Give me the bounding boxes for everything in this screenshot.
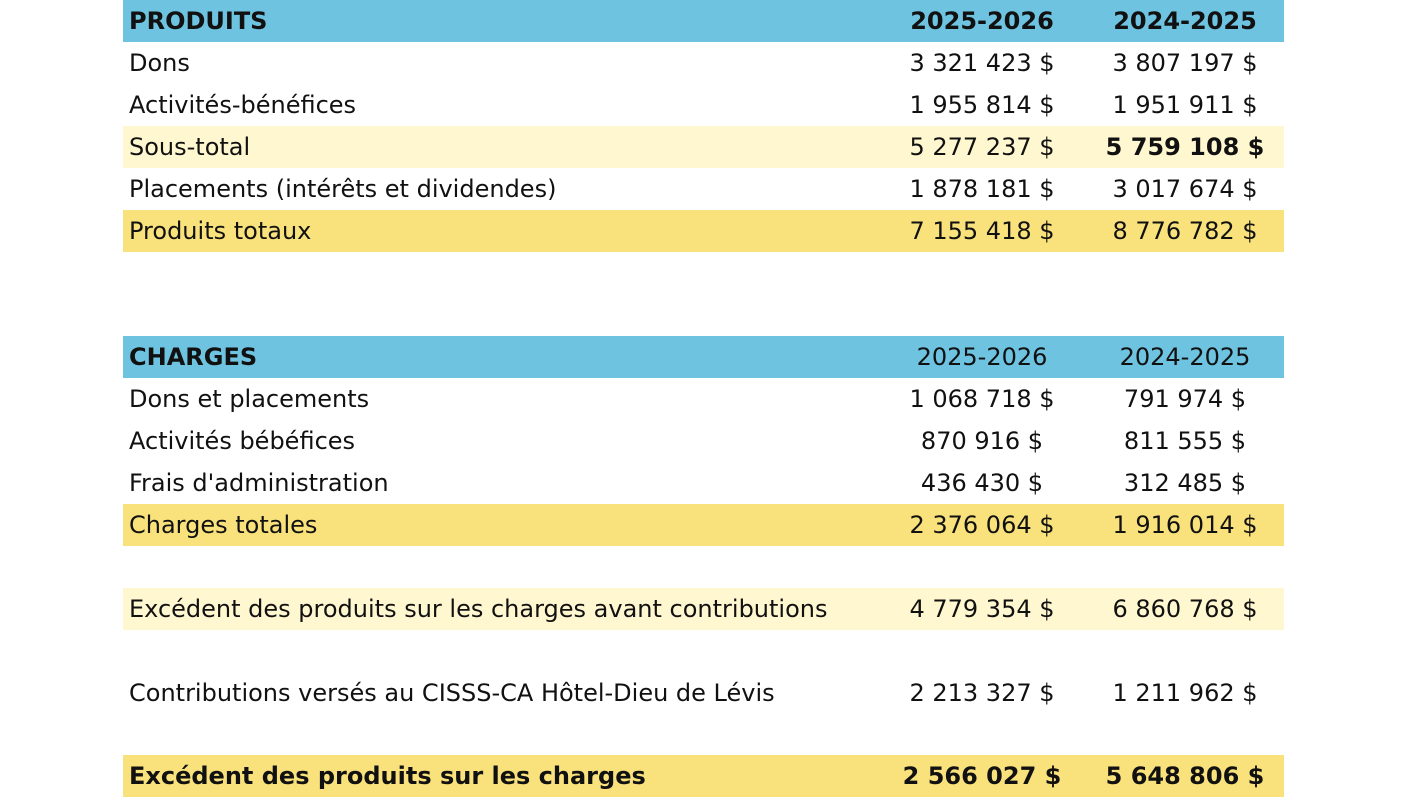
- row-value-b: 1 916 014 $: [1112, 511, 1258, 539]
- row-label: Charges totales: [129, 511, 318, 539]
- row-label: Placements (intérêts et dividendes): [129, 175, 557, 203]
- row-value-b: 811 555 $: [1123, 427, 1247, 455]
- charges-header-col-b: 2024-2025: [1119, 343, 1251, 371]
- table-row: [123, 420, 1284, 462]
- row-value-a: 2 376 064 $: [909, 511, 1055, 539]
- row-value-b: 791 974 $: [1123, 385, 1247, 413]
- charges-header-row: [123, 336, 1284, 378]
- row-value-b: 5 648 806 $: [1105, 762, 1265, 790]
- row-value-a: 7 155 418 $: [909, 217, 1055, 245]
- excedent-final-table: [123, 755, 1284, 797]
- row-label: Frais d'administration: [129, 469, 389, 497]
- contributions-row: [123, 672, 1284, 714]
- charges-header-col-a: 2025-2026: [916, 343, 1048, 371]
- produits-header-label: PRODUITS: [129, 7, 268, 35]
- row-value-a: 2 566 027 $: [902, 762, 1062, 790]
- row-value-a: 1 068 718 $: [909, 385, 1055, 413]
- row-value-b: 312 485 $: [1123, 469, 1247, 497]
- row-value-b: 5 759 108 $: [1105, 133, 1265, 161]
- row-value-b: 3 807 197 $: [1112, 49, 1258, 77]
- produits-header-row: [123, 0, 1284, 42]
- row-value-b: 6 860 768 $: [1112, 595, 1258, 623]
- contributions-table: [123, 672, 1284, 714]
- row-label: Produits totaux: [129, 217, 312, 245]
- produits-header-col-a: 2025-2026: [910, 7, 1054, 35]
- row-value-b: 1 951 911 $: [1112, 91, 1258, 119]
- row-label: Sous-total: [129, 133, 251, 161]
- produits-table: [123, 0, 1284, 252]
- row-label: Excédent des produits sur les charges: [129, 762, 646, 790]
- row-label: Dons et placements: [129, 385, 370, 413]
- row-label: Excédent des produits sur les charges avant contributions: [129, 595, 828, 623]
- charges-table: [123, 336, 1284, 546]
- table-row: [123, 168, 1284, 210]
- row-label: Dons: [129, 49, 190, 77]
- excedent-avant-table: [123, 588, 1284, 630]
- row-value-a: 3 321 423 $: [909, 49, 1055, 77]
- row-label: Activités bébéfices: [129, 427, 356, 455]
- table-row: [123, 42, 1284, 84]
- excedent-avant-row: [123, 588, 1284, 630]
- table-row: [123, 84, 1284, 126]
- table-row: [123, 378, 1284, 420]
- charges-header-label: CHARGES: [129, 343, 258, 371]
- row-value-a: 436 430 $: [920, 469, 1044, 497]
- total-row: [123, 210, 1284, 252]
- table-row: [123, 462, 1284, 504]
- excedent-final-row: [123, 755, 1284, 797]
- row-value-a: 1 878 181 $: [909, 175, 1055, 203]
- row-value-a: 870 916 $: [920, 427, 1044, 455]
- subtotal-row: [123, 126, 1284, 168]
- row-value-a: 2 213 327 $: [909, 679, 1055, 707]
- row-value-a: 5 277 237 $: [909, 133, 1055, 161]
- row-value-b: 8 776 782 $: [1112, 217, 1258, 245]
- row-value-b: 3 017 674 $: [1112, 175, 1258, 203]
- row-value-a: 4 779 354 $: [909, 595, 1055, 623]
- row-label: Contributions versés au CISSS-CA Hôtel-Dieu de Lévis: [129, 679, 775, 707]
- row-value-a: 1 955 814 $: [909, 91, 1055, 119]
- row-label: Activités-bénéfices: [129, 91, 357, 119]
- produits-header-col-b: 2024-2025: [1113, 7, 1257, 35]
- row-value-b: 1 211 962 $: [1112, 679, 1258, 707]
- total-row: [123, 504, 1284, 546]
